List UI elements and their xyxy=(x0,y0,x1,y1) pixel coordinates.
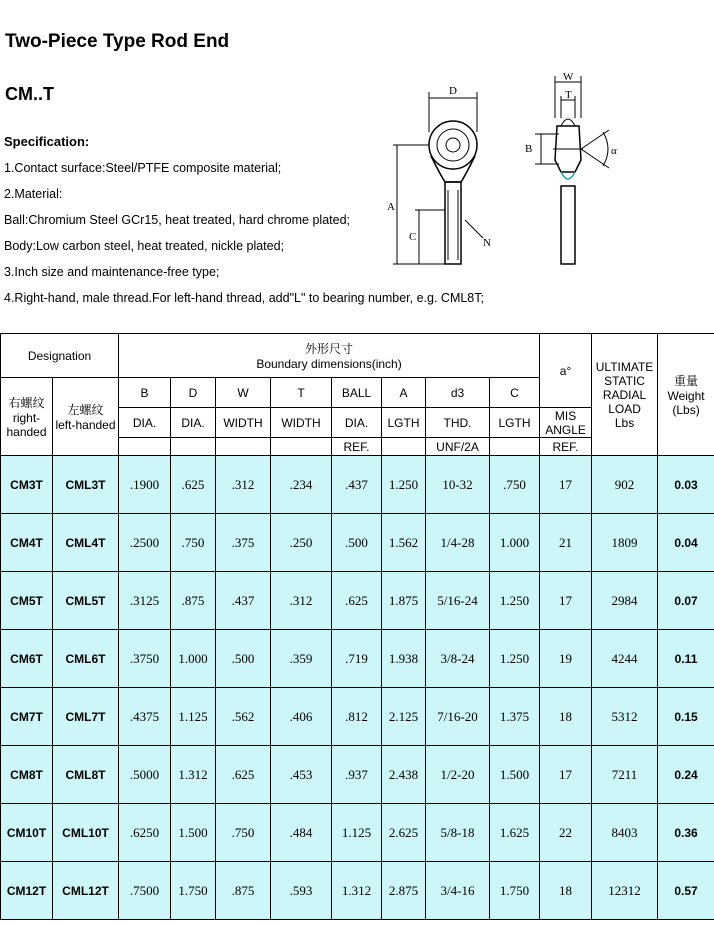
dimensions-table xyxy=(0,333,714,920)
table-cell: 1809 xyxy=(592,514,658,572)
table-cell: 1.125 xyxy=(332,804,382,862)
table-cell: .437 xyxy=(216,572,271,630)
table-cell: CML10T xyxy=(53,804,119,862)
table-cell: 1.750 xyxy=(171,862,216,920)
table-cell: CML6T xyxy=(53,630,119,688)
col-symbol: A xyxy=(382,378,426,408)
table-cell: .453 xyxy=(271,746,332,804)
table-cell: 0.11 xyxy=(658,630,714,688)
model-code: CM..T xyxy=(5,84,54,104)
col-sub: LGTH xyxy=(382,408,426,438)
table-cell: .812 xyxy=(332,688,382,746)
table-cell: .625 xyxy=(332,572,382,630)
table-cell: .437 xyxy=(332,456,382,514)
weight-en: Weight (Lbs) xyxy=(667,389,705,417)
table-cell: .250 xyxy=(271,514,332,572)
table-cell: CML7T xyxy=(53,688,119,746)
table-cell: .750 xyxy=(216,804,271,862)
table-cell: 5/8-18 xyxy=(426,804,490,862)
right-cn: 右螺纹 xyxy=(8,396,45,410)
table-cell: .500 xyxy=(332,514,382,572)
designation-header: Designation xyxy=(1,334,119,378)
dim-label-c: C xyxy=(409,231,417,243)
table-cell: .875 xyxy=(171,572,216,630)
table-cell: 1/2-20 xyxy=(426,746,490,804)
col-sub: DIA. xyxy=(119,408,171,438)
table-cell: .937 xyxy=(332,746,382,804)
table-cell: 1.500 xyxy=(490,746,540,804)
dim-label-b: B xyxy=(525,143,533,155)
table-cell: .593 xyxy=(271,862,332,920)
table-cell: .625 xyxy=(171,456,216,514)
spec-line: 4.Right-hand, male thread.For left-hand thread, add"L" to bearing number, e.g. CML8T; xyxy=(4,291,484,305)
table-cell: 10-32 xyxy=(426,456,490,514)
col-sub2 xyxy=(216,438,271,456)
table-cell: 17 xyxy=(540,572,592,630)
col-symbol: D xyxy=(171,378,216,408)
table-row xyxy=(1,572,714,630)
left-en: left-handed xyxy=(55,418,116,432)
table-cell: 19 xyxy=(540,630,592,688)
table-row xyxy=(1,630,714,688)
mis-angle-header: MIS ANGLE xyxy=(540,408,592,438)
ball-bore xyxy=(446,138,460,152)
table-cell: .375 xyxy=(216,514,271,572)
table-cell: 0.03 xyxy=(658,456,714,514)
left-handed-header xyxy=(53,378,119,456)
table-cell: 2.875 xyxy=(382,862,426,920)
table-cell: 1.250 xyxy=(490,572,540,630)
table-cell: CM4T xyxy=(1,514,53,572)
table-cell: 5/16-24 xyxy=(426,572,490,630)
table-cell: CM5T xyxy=(1,572,53,630)
col-sub: THD. xyxy=(426,408,490,438)
table-cell: .3125 xyxy=(119,572,171,630)
right-handed-header xyxy=(1,378,53,456)
col-symbol: d3 xyxy=(426,378,490,408)
table-cell: 3/8-24 xyxy=(426,630,490,688)
table-cell: .719 xyxy=(332,630,382,688)
table-cell: 1.250 xyxy=(382,456,426,514)
load-line: LOAD xyxy=(608,401,641,416)
table-cell: .5000 xyxy=(119,746,171,804)
table-cell: 1.250 xyxy=(490,630,540,688)
col-sub2 xyxy=(271,438,332,456)
table-cell: 2.125 xyxy=(382,688,426,746)
table-cell: 18 xyxy=(540,688,592,746)
col-sub: WIDTH xyxy=(271,408,332,438)
table-cell: CM12T xyxy=(1,862,53,920)
table-cell: .7500 xyxy=(119,862,171,920)
table-cell: CM8T xyxy=(1,746,53,804)
col-sub2 xyxy=(119,438,171,456)
head-inner xyxy=(437,129,469,161)
table-row xyxy=(1,862,714,920)
table-cell: .484 xyxy=(271,804,332,862)
table-cell: .6250 xyxy=(119,804,171,862)
dim-label-t: T xyxy=(565,89,572,101)
boundary-header xyxy=(119,334,540,378)
table-cell: 18 xyxy=(540,862,592,920)
table-row xyxy=(1,514,714,572)
table-cell: .750 xyxy=(490,456,540,514)
spec-line: 3.Inch size and maintenance-free type; xyxy=(4,265,220,279)
table-cell: .359 xyxy=(271,630,332,688)
col-symbol: B xyxy=(119,378,171,408)
table-cell: 3/4-16 xyxy=(426,862,490,920)
table-cell: 7211 xyxy=(592,746,658,804)
table-row xyxy=(1,746,714,804)
table-cell: 0.07 xyxy=(658,572,714,630)
table-cell: CM10T xyxy=(1,804,53,862)
table-row xyxy=(1,804,714,862)
table-cell: 8403 xyxy=(592,804,658,862)
load-header xyxy=(592,334,658,456)
table-cell: 22 xyxy=(540,804,592,862)
load-line: RADIAL xyxy=(602,387,647,402)
table-cell: .625 xyxy=(216,746,271,804)
table-cell: CML4T xyxy=(53,514,119,572)
table-cell: CML5T xyxy=(53,572,119,630)
table-cell: 902 xyxy=(592,456,658,514)
table-cell: 2.625 xyxy=(382,804,426,862)
table-cell: 17 xyxy=(540,746,592,804)
dim-label-n: N xyxy=(483,237,491,249)
table-cell: 0.04 xyxy=(658,514,714,572)
table-cell: CML3T xyxy=(53,456,119,514)
col-sub2: REF. xyxy=(332,438,382,456)
table-cell: 1.562 xyxy=(382,514,426,572)
spec-line: 1.Contact surface:Steel/PTFE composite material; xyxy=(4,161,282,175)
table-cell: .750 xyxy=(171,514,216,572)
table-cell: 1.875 xyxy=(382,572,426,630)
weight-cn: 重量 xyxy=(674,374,699,388)
table-cell: 0.57 xyxy=(658,862,714,920)
boundary-en: Boundary dimensions(inch) xyxy=(256,357,402,371)
table-cell: .4375 xyxy=(119,688,171,746)
load-line: ULTIMATE xyxy=(595,359,654,374)
table-cell: 1.000 xyxy=(171,630,216,688)
spec-heading: Specification: xyxy=(4,134,90,149)
dim-label-w: W xyxy=(563,71,574,83)
col-sub2: UNF/2A xyxy=(426,438,490,456)
col-symbol: C xyxy=(490,378,540,408)
col-symbol: BALL xyxy=(332,378,382,408)
col-sub: LGTH xyxy=(490,408,540,438)
load-line: STATIC xyxy=(604,373,645,388)
col-symbol: T xyxy=(271,378,332,408)
right-en: right-handed xyxy=(6,411,47,439)
table-cell: .3750 xyxy=(119,630,171,688)
table-cell: 1.375 xyxy=(490,688,540,746)
table-cell: CM7T xyxy=(1,688,53,746)
table-cell: 7/16-20 xyxy=(426,688,490,746)
table-cell: 4244 xyxy=(592,630,658,688)
table-cell: 17 xyxy=(540,456,592,514)
table-cell: 1.500 xyxy=(171,804,216,862)
col-sub2 xyxy=(382,438,426,456)
table-cell: 1.750 xyxy=(490,862,540,920)
table-cell: 1.125 xyxy=(171,688,216,746)
table-cell: .562 xyxy=(216,688,271,746)
table-cell: CM6T xyxy=(1,630,53,688)
spec-line: Ball:Chromium Steel GCr15, heat treated, hard chrome plated; xyxy=(4,213,351,227)
table-cell: .1900 xyxy=(119,456,171,514)
table-cell: .875 xyxy=(216,862,271,920)
table-cell: .500 xyxy=(216,630,271,688)
col-sub2 xyxy=(171,438,216,456)
table-cell: 0.24 xyxy=(658,746,714,804)
left-cn: 左螺纹 xyxy=(67,403,104,417)
table-cell: 21 xyxy=(540,514,592,572)
table-cell: 2984 xyxy=(592,572,658,630)
table-cell: .234 xyxy=(271,456,332,514)
table-cell: .312 xyxy=(271,572,332,630)
table-cell: CML12T xyxy=(53,862,119,920)
rod-end-diagram xyxy=(385,70,635,275)
table-cell: .406 xyxy=(271,688,332,746)
table-cell: .2500 xyxy=(119,514,171,572)
table-cell: 1.000 xyxy=(490,514,540,572)
table-cell: 1.312 xyxy=(332,862,382,920)
alpha-header: a° xyxy=(540,334,592,408)
col-sub: DIA. xyxy=(171,408,216,438)
table-cell: CM3T xyxy=(1,456,53,514)
spec-line: Body:Low carbon steel, heat treated, nickle plated; xyxy=(4,239,285,253)
table-cell: 1.938 xyxy=(382,630,426,688)
page-title: Two-Piece Type Rod End xyxy=(5,31,230,52)
col-symbol: W xyxy=(216,378,271,408)
weight-header xyxy=(658,334,714,456)
table-cell: 12312 xyxy=(592,862,658,920)
head-outer xyxy=(429,121,477,169)
table-cell: 1.625 xyxy=(490,804,540,862)
table-row xyxy=(1,688,714,746)
table-cell: 2.438 xyxy=(382,746,426,804)
ref-header: REF. xyxy=(540,438,592,456)
dim-label-alpha: α xyxy=(611,145,617,157)
load-line: Lbs xyxy=(614,415,635,430)
table-cell: .312 xyxy=(216,456,271,514)
table-row xyxy=(1,456,714,514)
table-cell: 0.36 xyxy=(658,804,714,862)
dim-label-a: A xyxy=(387,201,395,213)
table-cell: 1/4-28 xyxy=(426,514,490,572)
table-cell: 1.312 xyxy=(171,746,216,804)
table-cell: 0.15 xyxy=(658,688,714,746)
dim-label-d: D xyxy=(449,85,457,97)
boundary-cn: 外形尺寸 xyxy=(305,342,354,356)
col-sub: DIA. xyxy=(332,408,382,438)
spec-line: 2.Material: xyxy=(4,187,63,201)
col-sub: WIDTH xyxy=(216,408,271,438)
table-cell: CML8T xyxy=(53,746,119,804)
col-sub2 xyxy=(490,438,540,456)
table-cell: 5312 xyxy=(592,688,658,746)
